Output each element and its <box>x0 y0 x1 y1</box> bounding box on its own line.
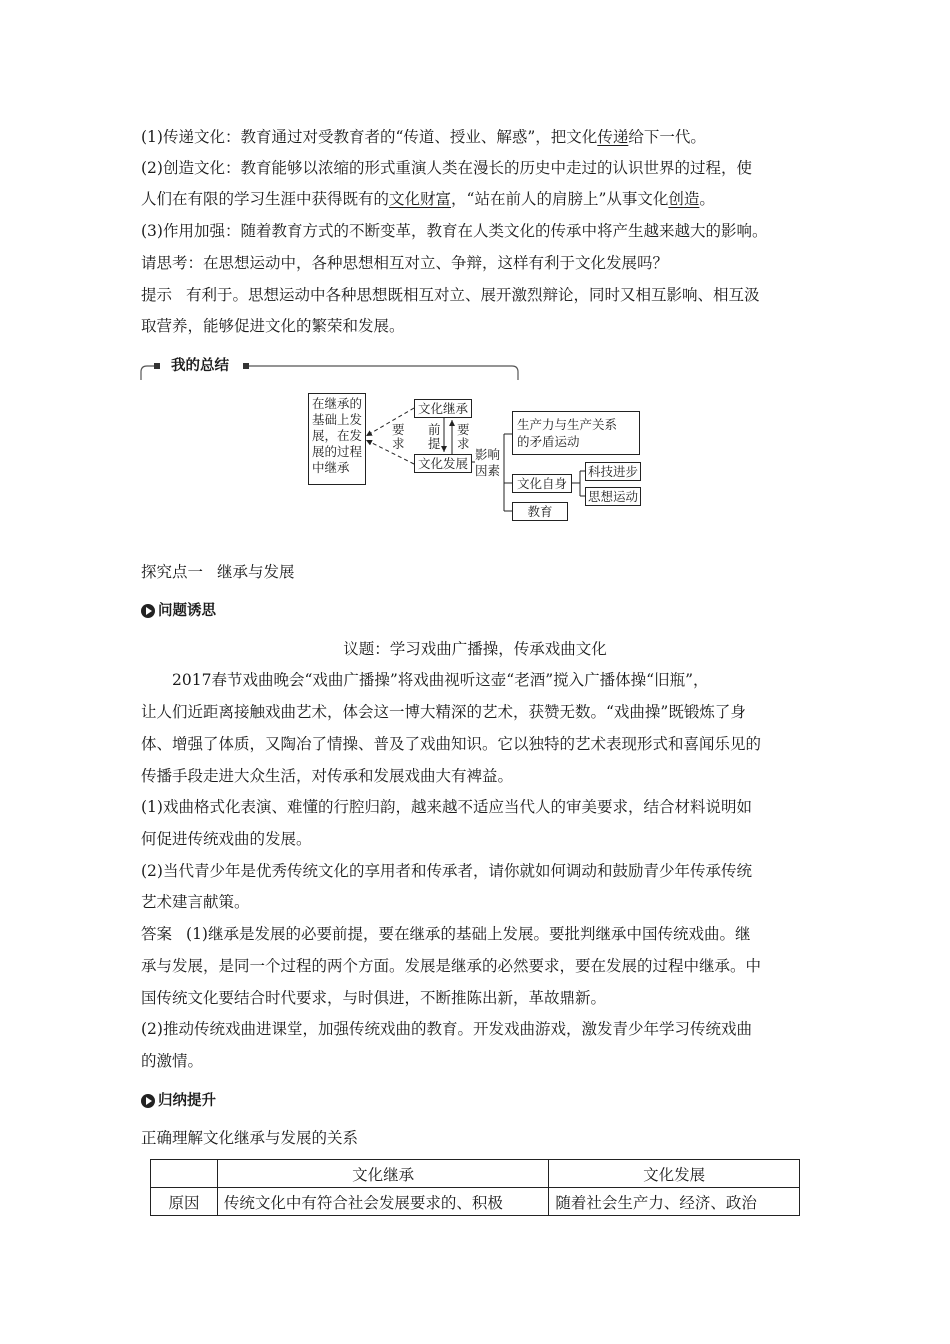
influence-factors-label: 影响 因素 <box>475 447 501 478</box>
summary-title: 我的总结 <box>171 358 229 374</box>
inherit-box: 文化继承 <box>414 399 472 418</box>
intro-item-2-line-2: 人们在有限的学习生涯中获得既有的文化财富，“站在前人的肩膀上”从事文化创造。 <box>141 190 715 208</box>
table-title: 正确理解文化继承与发展的关系 <box>141 1129 359 1147</box>
answer-line-2: 承与发展，是同一个过程的两个方面。发展是继承的必然要求，要在发展的过程中继承。中 <box>141 957 762 975</box>
play-circle-icon <box>141 604 155 618</box>
play-circle-icon <box>141 1094 155 1108</box>
summary-left-box: 在继承的 基础上发 展，在发 展的过程 中继承 <box>308 393 366 485</box>
think-question: 请思考：在思想运动中，各种思想相互对立、争辩，这样有利于文化发展吗？ <box>141 254 669 272</box>
develop-box: 文化发展 <box>414 454 472 473</box>
table-header-cell: 文化继承 <box>217 1160 548 1188</box>
answer-line-5: 的激情。 <box>141 1052 204 1070</box>
material-line-4: 传播手段走进大众生活，对传承和发展戏曲大有裨益。 <box>141 767 514 785</box>
table-row <box>151 1188 800 1216</box>
material-line-2: 让人们近距离接触戏曲艺术，体会这一博大精深的艺术，获赞无数。“戏曲操”既锻炼了身 <box>141 703 746 721</box>
intro-item-1: (1)传递文化：教育通过对受教育者的“传道、授业、解惑”，把文化传递给下一代。 <box>141 128 706 146</box>
table-header-row <box>151 1160 800 1188</box>
induction-head: 归纳提升 <box>141 1091 216 1111</box>
education-box: 教育 <box>512 502 568 521</box>
question-1-line-1: (1)戏曲格式化表演、难懂的行腔归韵，越来越不适应当代人的审美要求，结合材料说明如 <box>141 798 752 816</box>
question-2-line-1: (2)当代青少年是优秀传统文化的享用者和传承者，请你就如何调动和鼓励青少年传承传统 <box>141 862 752 880</box>
question-2-line-2: 艺术建言献策。 <box>141 893 250 911</box>
intro-item-2-line-1: (2)创造文化：教育能够以浓缩的形式重演人类在漫长的历史中走过的认识世界的过程，使 <box>141 159 752 177</box>
require-label-right: 要 求 <box>457 422 470 451</box>
relation-table <box>150 1159 800 1216</box>
productivity-box: 生产力与生产关系 的矛盾运动 <box>512 411 640 455</box>
topic-title: 议题：学习戏曲广播操，传承戏曲文化 <box>343 640 607 658</box>
table-header-cell: 文化发展 <box>549 1160 800 1188</box>
thought-movement-box: 思想运动 <box>585 487 641 506</box>
answer-line-1: 答案 (1)继承是发展的必要前提，要在继承的基础上发展。要批判继承中国传统戏曲。继 <box>141 925 751 943</box>
hint-line-1: 提示 有利于。思想运动中各种思想既相互对立、展开激烈辩论，同时又相互影响、相互汲 <box>141 286 760 304</box>
section-heading: 探究点一 继承与发展 <box>141 563 295 581</box>
intro-item-3: (3)作用加强：随着教育方式的不断变革，教育在人类文化的传承中将产生越来越大的影响。 <box>141 222 768 240</box>
table-cell: 原因 <box>151 1188 218 1216</box>
material-line-1: 2017春节戏曲晚会“戏曲广播操”将戏曲视听这壶“老酒”搅入广播体操“旧瓶”， <box>172 671 709 689</box>
question-head: 问题诱思 <box>141 601 216 621</box>
require-label-left: 要 求 <box>392 422 405 451</box>
tech-progress-box: 科技进步 <box>585 462 641 481</box>
material-line-3: 体、增强了体质，又陶冶了情操、普及了戏曲知识。它以独特的艺术表现形式和喜闻乐见的 <box>141 735 762 753</box>
table-header-cell <box>151 1160 218 1188</box>
premise-label: 前 提 <box>428 422 441 451</box>
table-cell: 随着社会生产力、经济、政治 <box>549 1188 800 1216</box>
answer-line-3: 国传统文化要结合时代要求，与时俱进，不断推陈出新，革故鼎新。 <box>141 989 607 1007</box>
question-1-line-2: 何促进传统戏曲的发展。 <box>141 830 312 848</box>
hint-line-2: 取营养，能够促进文化的繁荣和发展。 <box>141 317 405 335</box>
table-cell: 传统文化中有符合社会发展要求的、积极 <box>217 1188 548 1216</box>
answer-line-4: (2)推动传统戏曲进课堂，加强传统戏曲的教育。开发戏曲游戏，激发青少年学习传统戏曲 <box>141 1020 752 1038</box>
summary-diagram-lines <box>0 0 950 600</box>
culture-self-box: 文化自身 <box>512 474 572 493</box>
